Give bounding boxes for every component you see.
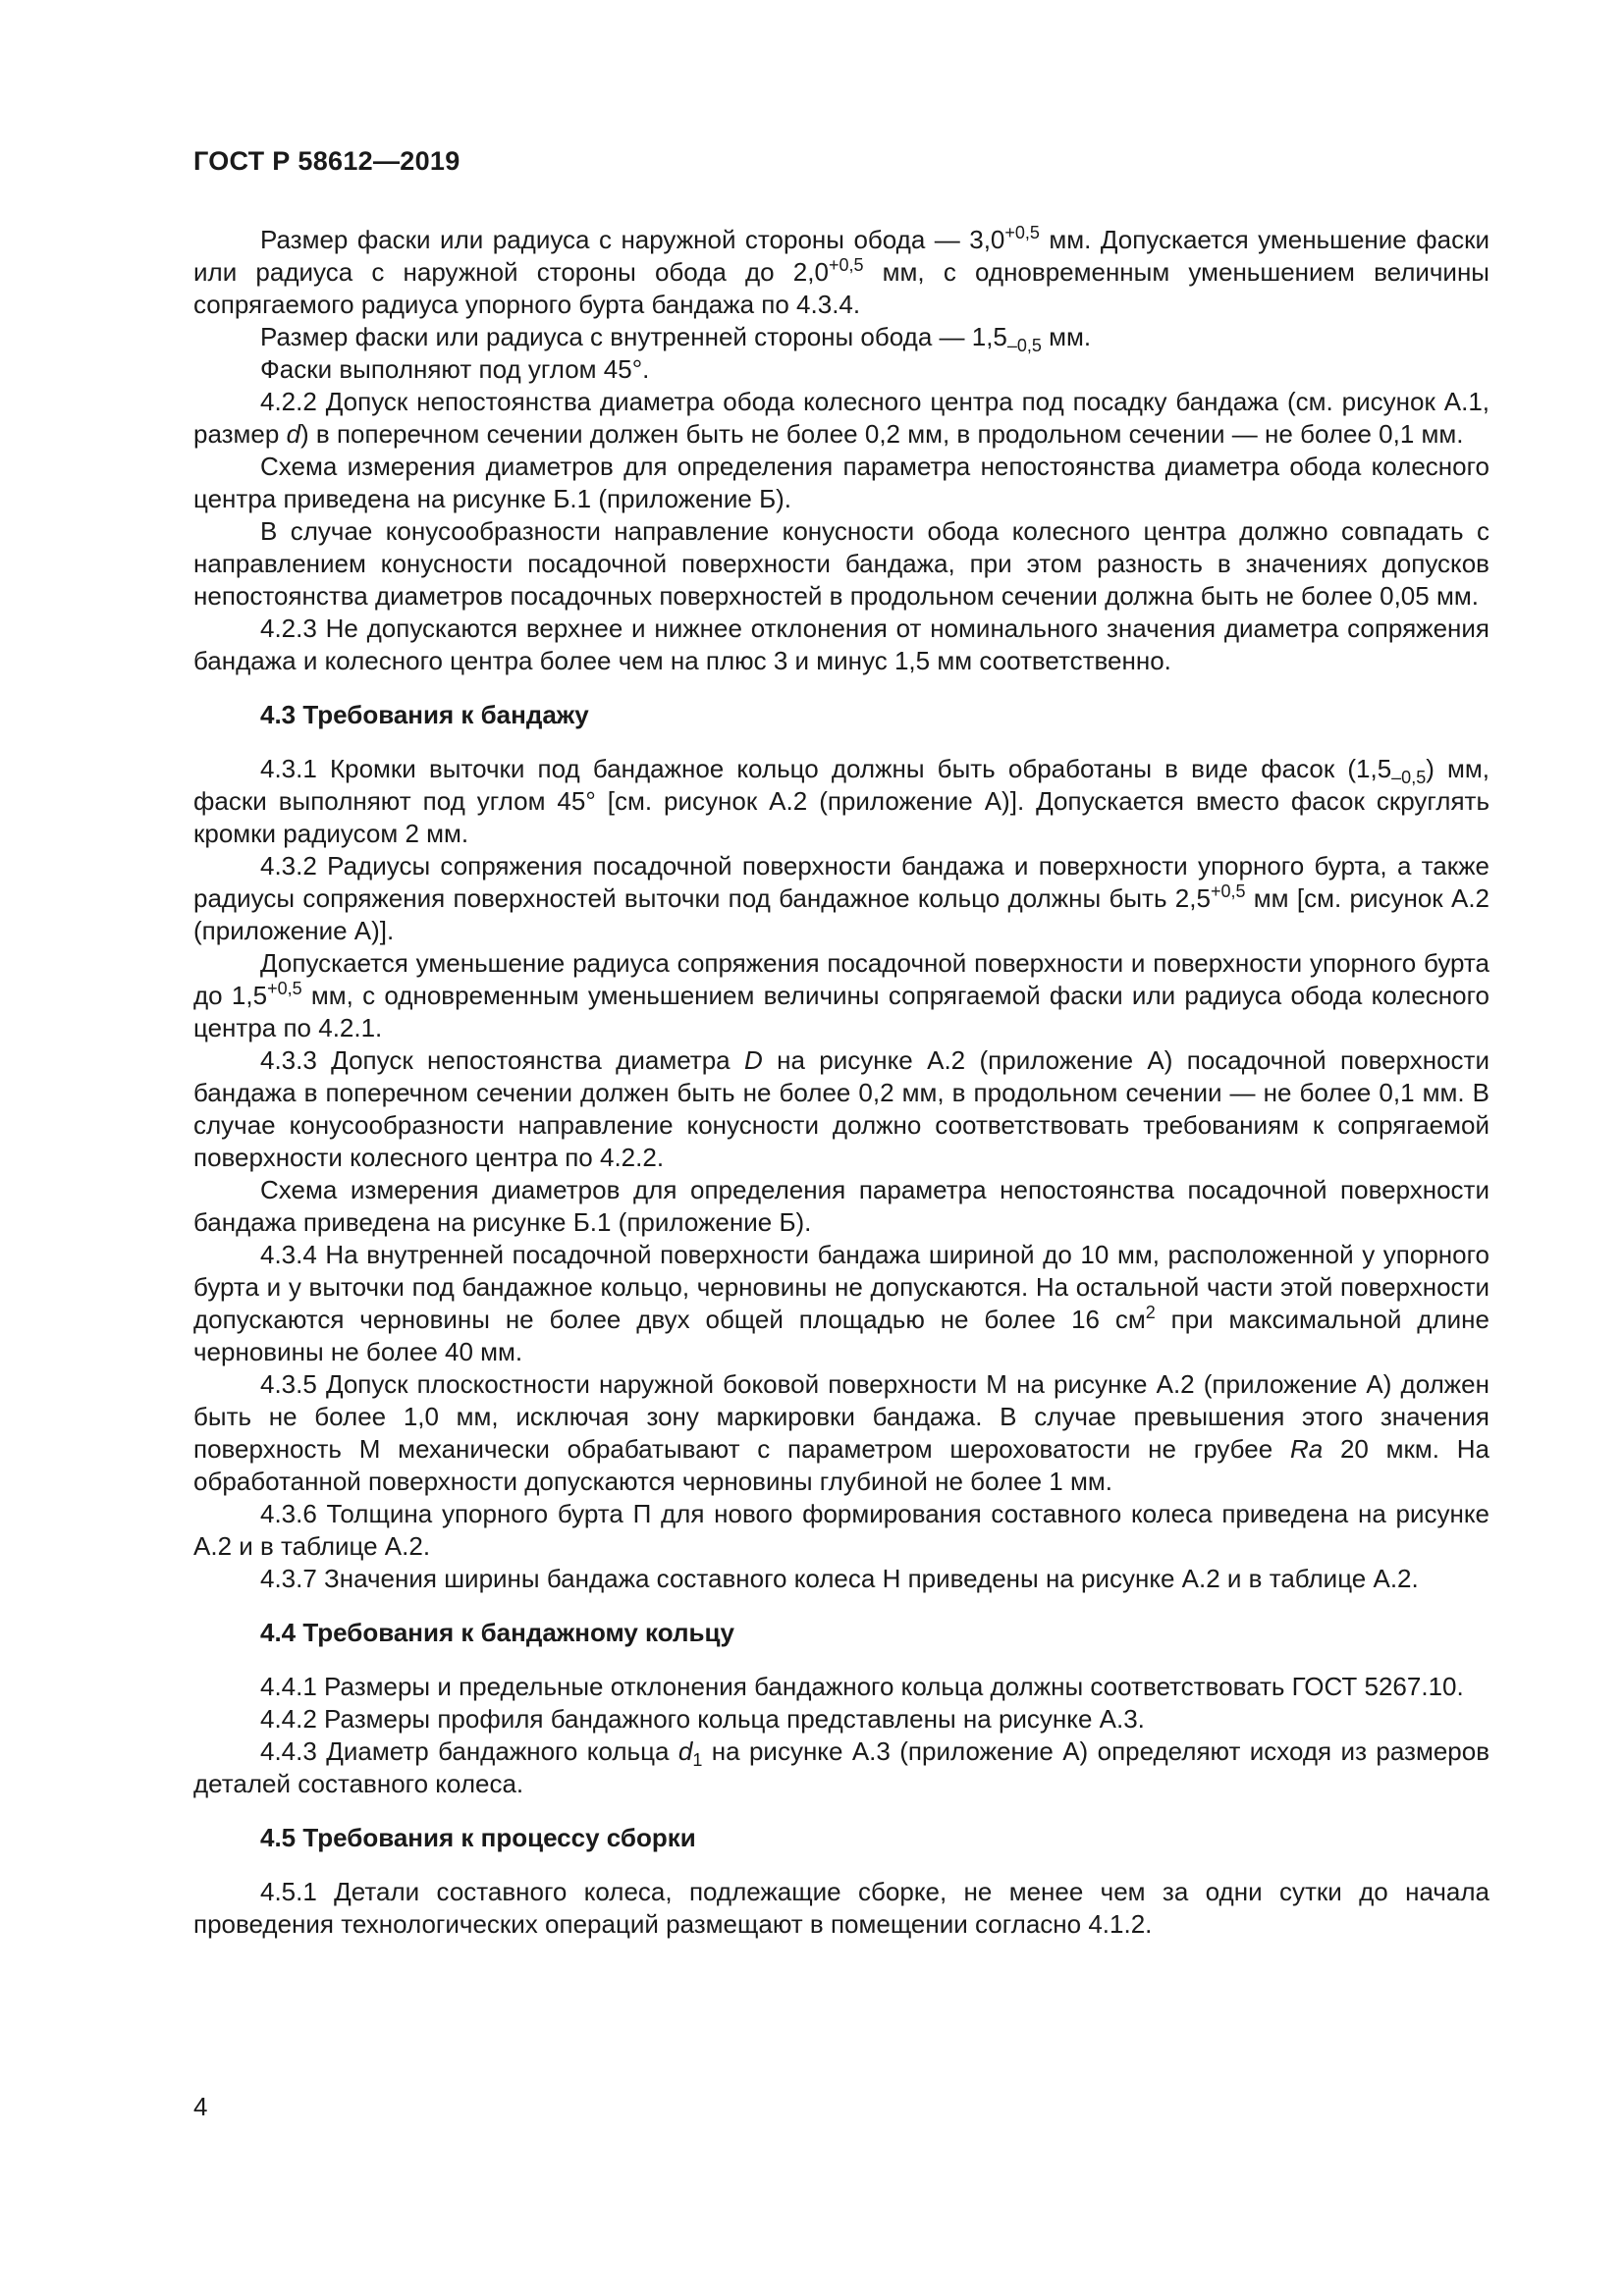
paragraph-radius-reduction: Допускается уменьшение радиуса сопряжения посадочной поверхности и поверхности упорного бурта до $1,5^{+0,5}$ мм, с одновременным уменьшением величины сопрягаемой фаски или радиуса обода колесного центра по 4.2.1. [193,948,1490,1042]
paragraph-4-3-3: 4.3.3 Допуск непостоянства диаметра D на рисунке А.2 (приложение А) посадочной поверхности бандажа в поперечном сечении должен быть не более 0,2 мм, в продольном сечении — не более 0,1 мм. В случае конусообразности направление конусности должно соответствовать требованиям к сопрягаемой поверхности колесного центра по 4.2.2. [193,1045,1489,1172]
paragraph-chamfer-outer: Размер фаски или радиуса с наружной стороны обода — $3,0^{+0,5}$ мм. Допускается уменьшение фаски или радиуса с наружной стороны обода до $2,0^{+0,5}$ мм, с одновременным уменьшением величины сопрягаемого радиуса упорного бурта бандажа по 4.3.4. [193,223,1489,319]
paragraph-4-2-3: 4.2.3 Не допускаются верхнее и нижнее отклонения от номинального значения диаметра сопряжения бандажа и колесного центра более чем на плюс 3 и минус 1,5 мм соответственно. [193,614,1489,675]
paragraph-4-5-1: 4.5.1 Детали составного колеса, подлежащие сборке, не менее чем за одни сутки до начала проведения технологических операций размещают в помещении согласно 4.1.2. [193,1877,1489,1939]
paragraph-4-3-7: 4.3.7 Значения ширины бандажа составного колеса Н приведены на рисунке А.2 и в таблице А.2. [260,1564,1419,1593]
paragraph-4-2-2: 4.2.2 Допуск непостоянства диаметра обода колесного центра под посадку бандажа (см. рисунок А.1, размер d) в поперечном сечении должен быть не более 0,2 мм, в продольном сечении — не более 0,1 мм. [193,387,1489,449]
paragraph-chamfer-angle: Фаски выполняют под углом 45°. [260,354,650,384]
paragraph-4-4-3: 4.4.3 Диаметр бандажного кольца $d_1$ на рисунке А.3 (приложение А) определяют исходя из размеров деталей составного колеса. [193,1736,1490,1798]
document-page [193,145,1489,1941]
paragraph-4-3-5: 4.3.5 Допуск плоскостности наружной боковой поверхности М на рисунке А.2 (приложение А) должен быть не более 1,0 мм, исключая зону маркировки бандажа. В случае превышения этого значения поверхность М механически обрабатывают с параметром шероховатости не грубее Ra 20 мкм. На обработанной поверхности допускаются черновины глубиной не более 1 мм. [193,1369,1489,1496]
paragraph-measurement-scheme-rim: Схема измерения диаметров для определения параметра непостоянства диаметра обода колесного центра приведена на рисунке Б.1 (приложение Б). [193,452,1489,513]
paragraph-measurement-scheme-tire: Схема измерения диаметров для определения параметра непостоянства посадочной поверхности бандажа приведена на рисунке Б.1 (приложение Б). [193,1175,1489,1237]
section-heading-4-3: 4.3 Требования к бандажу [260,700,589,729]
paragraph-conicity-rim: В случае конусообразности направление конусности обода колесного центра должно совпадать с направлением конусности посадочной поверхности бандажа, при этом разность в значениях допусков непостоянства диаметров посадочных поверхностей в продольном сечении должна быть не более 0,05 мм. [193,516,1489,611]
paragraph-4-4-2: 4.4.2 Размеры профиля бандажного кольца представлены на рисунке А.3. [260,1704,1145,1734]
paragraph-4-3-1: 4.3.1 Кромки выточки под бандажное кольцо должны быть обработаны в виде фасок $(1,5_{-0,5})$ мм, фаски выполняют под углом 45° [см. рисунок А.2 (приложение А)]. Допускается вместо фасок скруглять кромки радиусом 2 мм. [193,754,1489,848]
paragraph-4-3-4: 4.3.4 На внутренней посадочной поверхности бандажа шириной до 10 мм, расположенной у упорного бурта и у выточки под бандажное кольцо, черновины не допускаются. На остальной части этой поверхности допускаются черновины не более двух общей площадью не более 16 $см^2$ при максимальной длине черновины не более 40 мм. [193,1240,1489,1366]
paragraph-4-3-6: 4.3.6 Толщина упорного бурта П для нового формирования составного колеса приведена на рисунке А.2 и в таблице А.2. [193,1499,1489,1561]
document-header: ГОСТ Р 58612—2019 [193,146,460,176]
paragraph-4-4-1: 4.4.1 Размеры и предельные отклонения бандажного кольца должны соответствовать ГОСТ 5267.10. [260,1672,1464,1701]
page-number: 4 [193,2092,208,2121]
paragraph-chamfer-inner: Размер фаски или радиуса с внутренней стороны обода — $1,5_{-0,5}$ мм. [260,322,1092,356]
section-heading-4-4: 4.4 Требования к бандажному кольцу [260,1618,734,1647]
paragraph-4-3-2: 4.3.2 Радиусы сопряжения посадочной поверхности бандажа и поверхности упорного бурта, а также радиусы сопряжения поверхностей выточки под бандажное кольцо должны быть $2,5^{+0,5}$ мм [см. рисунок А.2 (приложение А)]. [193,851,1490,945]
section-heading-4-5: 4.5 Требования к процессу сборки [260,1823,696,1852]
